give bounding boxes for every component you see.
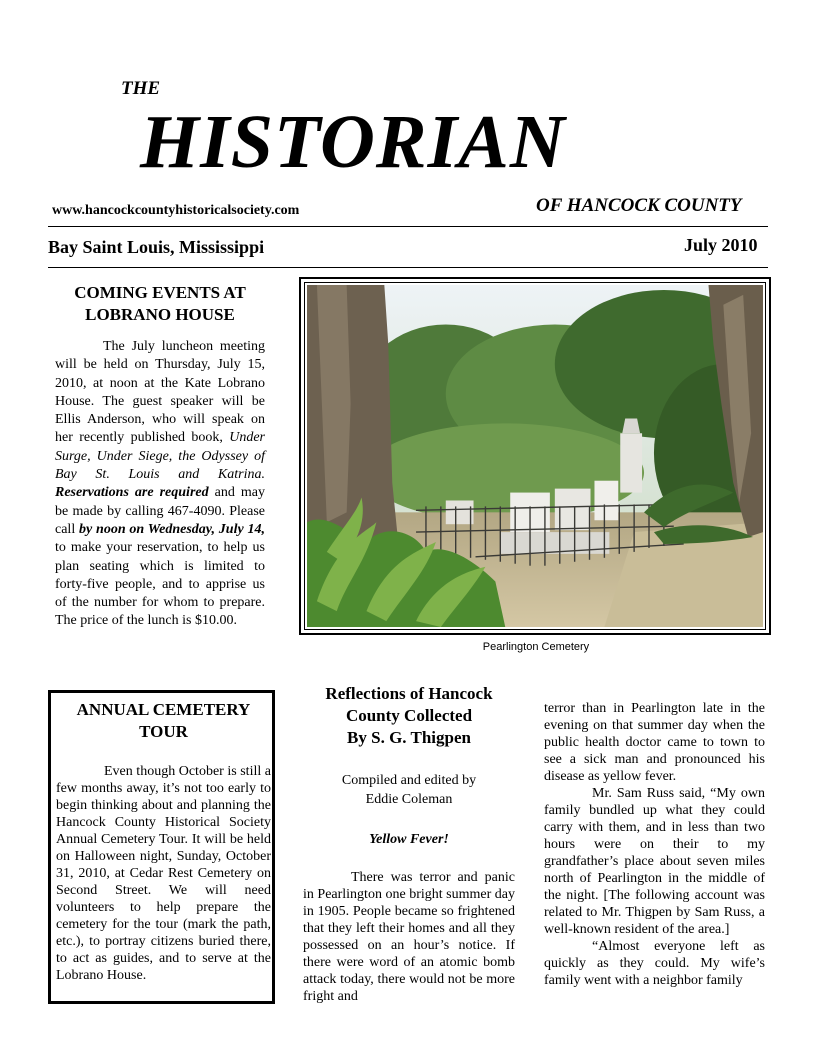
cemetery-tour-headline [56, 699, 271, 743]
byline-line2: Eddie Coleman [365, 792, 453, 807]
issue-date: July 2010 [684, 235, 758, 255]
reflections-paragraph-1-cont: terror than in Pearlington late in the evening on that summer day when the public health doctor came to town to see a sick man and pronounced his disease as yellow fever. [544, 701, 765, 784]
reflections-headline-line3: By S. G. Thigpen [347, 728, 471, 747]
reservations-note: Reservations are required [55, 485, 209, 501]
cemetery-tour-headline-line2: TOUR [139, 722, 188, 741]
masthead-rule-top [48, 226, 768, 227]
cemetery-tour-box [48, 690, 275, 1004]
coming-events-headline-line1: COMING EVENTS AT [74, 283, 246, 302]
events-text-2: and may be made by calling 467-4090. Please call [55, 485, 265, 537]
reflections-paragraph-3: “Almost everyone left as quickly as they could. My wife’s family went with a neighbor family [544, 939, 765, 988]
coming-events-headline [55, 282, 265, 326]
reflections-paragraph-2: Mr. Sam Russ said, “My own family bundled up what they could carry with them, and in less than two hours were on their to my grandfather’s place about seven miles north of Pearlington in the middle of the night. [The following account was related to Mr. Thigpen by Sam Russ, a well-known resident of the area.] [544, 786, 765, 937]
reflections-continued [544, 700, 765, 989]
masthead-title: HISTORIAN [140, 100, 566, 184]
reflections-headline-line1: Reflections of Hancock [325, 684, 493, 703]
book-title: Under Surge, Under Siege, the Odyssey of Bay St. Louis and Katrina. [55, 430, 265, 483]
masthead-the: THE [121, 78, 161, 99]
reflections-article [303, 683, 515, 1005]
cemetery-photo-illustration [307, 285, 763, 627]
masthead-rule-bottom [48, 267, 768, 268]
coming-events-body [55, 338, 265, 631]
byline-line1: Compiled and edited by [341, 773, 477, 788]
website-link[interactable]: www.hancockcountyhistoricalsociety.com [52, 203, 300, 218]
cemetery-photo-frame [299, 277, 771, 635]
reflections-paragraph-1: There was terror and panic in Pearlington one bright summer day in 1905. People became so frightened that they left their homes and all they possessed on an hour’s notice. If there were word of an atomic bomb attack today, there would not be more fright and [303, 870, 515, 1004]
events-text-3: to make your reservation, to help us plan seating which is limited to forty-five people, and to apprise us of the number for whom to prepare. The price of the lunch is $10.00. [55, 540, 265, 629]
photo-caption: Pearlington Cemetery [482, 641, 590, 653]
reflections-headline-line2: County Collected [345, 706, 473, 725]
reflections-byline [303, 771, 515, 809]
masthead-subtitle: OF HANCOCK COUNTY [536, 195, 742, 216]
events-text-1: The July luncheon meeting will be held on Thursday, July 15, 2010, at noon at the Kate Lobrano House. The guest speaker will be Ellis Anderson, who will speak on her recently published book, [55, 339, 265, 446]
yellow-fever-subhead: Yellow Fever! [369, 832, 449, 847]
cemetery-photo [307, 285, 763, 627]
cemetery-tour-body: Even though October is still a few months away, it’s not too early to begin thinking about and planning the Hancock County Historical Society Annual Cemetery Tour. It will be held on Halloween night, Sunday, October 31, 2010, at Cedar Rest Cemetery on Second Street. We will need volunteers to help prepare the cemetery for the tour (mark the path, etc.), to portray citizens buried there, to act as guides, and to serve at the Lobrano House. [56, 764, 271, 983]
cemetery-tour-headline-line1: ANNUAL CEMETERY [76, 700, 251, 719]
reservation-deadline: by noon on Wednesday, July 14, [79, 521, 265, 537]
coming-events-article [55, 282, 265, 631]
coming-events-headline-line2: LOBRANO HOUSE [85, 305, 235, 324]
reflections-headline [303, 683, 515, 749]
location-label: Bay Saint Louis, Mississippi [48, 237, 265, 257]
